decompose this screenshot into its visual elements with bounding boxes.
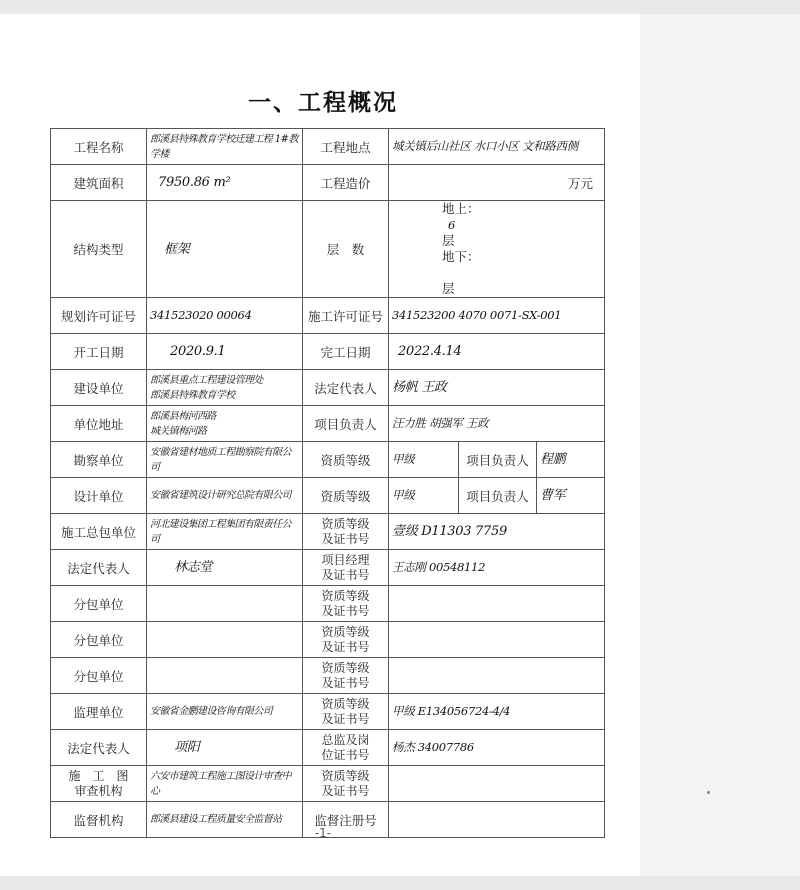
table-row	[51, 334, 605, 370]
table-row	[51, 478, 605, 514]
floors-label: 层 数	[303, 201, 389, 298]
planning-permit-value: 341523020 00064	[147, 298, 303, 334]
sub2-value	[147, 622, 303, 658]
unit-address-label: 单位地址	[51, 406, 147, 442]
design-leader-value: 曹军	[537, 478, 605, 514]
start-date-value: 2020.9.1	[147, 334, 303, 370]
cost-unit: 万元	[568, 175, 594, 191]
floors-value: 地上： 6 层 地下： 层	[389, 201, 605, 298]
design-qual-label: 资质等级	[303, 478, 389, 514]
developer-label: 建设单位	[51, 370, 147, 406]
table-row	[51, 298, 605, 334]
supervision-reg-label: 监督注册号	[303, 802, 389, 838]
drawing-review-label: 施 工 图 审查机构	[51, 766, 147, 802]
table-row	[51, 165, 605, 201]
survey-qual-label: 资质等级	[303, 442, 389, 478]
project-location-value: 城关镇后山社区 水口小区 文和路西侧	[389, 129, 605, 165]
table-row	[51, 201, 605, 298]
legal-rep-label: 法定代表人	[303, 370, 389, 406]
page-title: 一、工程概况	[248, 89, 398, 116]
design-value: 安徽省建筑设计研究总院有限公司	[147, 478, 303, 514]
table-row	[51, 370, 605, 406]
general-contractor-qual-label: 资质等级 及证书号	[303, 514, 389, 550]
construction-permit-label: 施工许可证号	[303, 298, 389, 334]
general-contractor-label: 施工总包单位	[51, 514, 147, 550]
developer-value: 郎溪县重点工程建设管理处 郎溪县特殊教育学校	[147, 370, 303, 406]
supervisory-agency-label: 监督机构	[51, 802, 147, 838]
scan-margin	[640, 14, 800, 876]
contractor-legal-rep-value: 林志堂	[147, 550, 303, 586]
building-area-value: 7950.86 m²	[147, 165, 303, 201]
supervisory-agency-value: 郎溪县建设工程质量安全监督站	[147, 802, 303, 838]
table-row	[51, 658, 605, 694]
sub1-label: 分包单位	[51, 586, 147, 622]
planning-permit-label: 规划许可证号	[51, 298, 147, 334]
contractor-legal-rep-label: 法定代表人	[51, 550, 147, 586]
sub2-qual-label: 资质等级 及证书号	[303, 622, 389, 658]
sub3-label: 分包单位	[51, 658, 147, 694]
building-area-label: 建筑面积	[51, 165, 147, 201]
completion-date-label: 完工日期	[303, 334, 389, 370]
supervision-qual-value: 甲级 E134056724-4/4	[389, 694, 605, 730]
completion-date-value: 2022.4.14	[389, 334, 605, 370]
survey-qual-value: 甲级	[389, 442, 459, 478]
table-row	[51, 694, 605, 730]
general-contractor-qual-value: 壹级 D11303 7759	[389, 514, 605, 550]
structure-type-value: 框架	[147, 201, 303, 298]
sub3-qual-value	[389, 658, 605, 694]
survey-leader-label: 项目负责人	[459, 442, 537, 478]
general-contractor-value: 河北建设集团工程集团有限责任公司	[147, 514, 303, 550]
supervision-legal-rep-label: 法定代表人	[51, 730, 147, 766]
project-manager-value: 王志刚 00548112	[389, 550, 605, 586]
sub1-value	[147, 586, 303, 622]
sub1-qual-label: 资质等级 及证书号	[303, 586, 389, 622]
table-row	[51, 442, 605, 478]
chief-supervisor-value: 杨杰 34007786	[389, 730, 605, 766]
survey-label: 勘察单位	[51, 442, 147, 478]
drawing-review-qual-label: 资质等级 及证书号	[303, 766, 389, 802]
table-row	[51, 586, 605, 622]
table-row	[51, 129, 605, 165]
design-label: 设计单位	[51, 478, 147, 514]
sub3-value	[147, 658, 303, 694]
sub2-label: 分包单位	[51, 622, 147, 658]
structure-type-label: 结构类型	[51, 201, 147, 298]
table-row	[51, 514, 605, 550]
design-leader-label: 项目负责人	[459, 478, 537, 514]
supervision-label: 监理单位	[51, 694, 147, 730]
project-name-value: 郎溪县特殊教育学校迁建工程 1#教学楼	[147, 129, 303, 165]
project-cost-value	[389, 165, 605, 201]
table-row	[51, 730, 605, 766]
project-overview-table	[50, 128, 605, 838]
table-row	[51, 766, 605, 802]
sub3-qual-label: 资质等级 及证书号	[303, 658, 389, 694]
project-manager-label: 项目经理 及证书号	[303, 550, 389, 586]
survey-value: 安徽省建材地质工程勘察院有限公司	[147, 442, 303, 478]
construction-permit-value: 341523200 4070 0071-SX-001	[389, 298, 605, 334]
supervision-legal-rep-value: 项阳	[147, 730, 303, 766]
supervision-qual-label: 资质等级 及证书号	[303, 694, 389, 730]
design-qual-value: 甲级	[389, 478, 459, 514]
table-row	[51, 622, 605, 658]
page-number: -1-	[314, 826, 332, 840]
start-date-label: 开工日期	[51, 334, 147, 370]
table-row	[51, 406, 605, 442]
unit-address-value: 郎溪县梅河西路 城关镇梅河路	[147, 406, 303, 442]
project-location-label: 工程地点	[303, 129, 389, 165]
project-name-label: 工程名称	[51, 129, 147, 165]
scan-speck	[707, 791, 710, 794]
drawing-review-value: 六安市建筑工程施工图设计审查中心	[147, 766, 303, 802]
project-cost-label: 工程造价	[303, 165, 389, 201]
table-row	[51, 550, 605, 586]
supervision-value: 安徽省金鹏建设咨询有限公司	[147, 694, 303, 730]
legal-rep-value: 杨帆 王政	[389, 370, 605, 406]
project-leader-label: 项目负责人	[303, 406, 389, 442]
project-leader-value: 汪力胜 胡强军 王政	[389, 406, 605, 442]
sub1-qual-value	[389, 586, 605, 622]
survey-leader-value: 程鹏	[537, 442, 605, 478]
sub2-qual-value	[389, 622, 605, 658]
drawing-review-qual-value	[389, 766, 605, 802]
chief-supervisor-label: 总监及岗 位证书号	[303, 730, 389, 766]
